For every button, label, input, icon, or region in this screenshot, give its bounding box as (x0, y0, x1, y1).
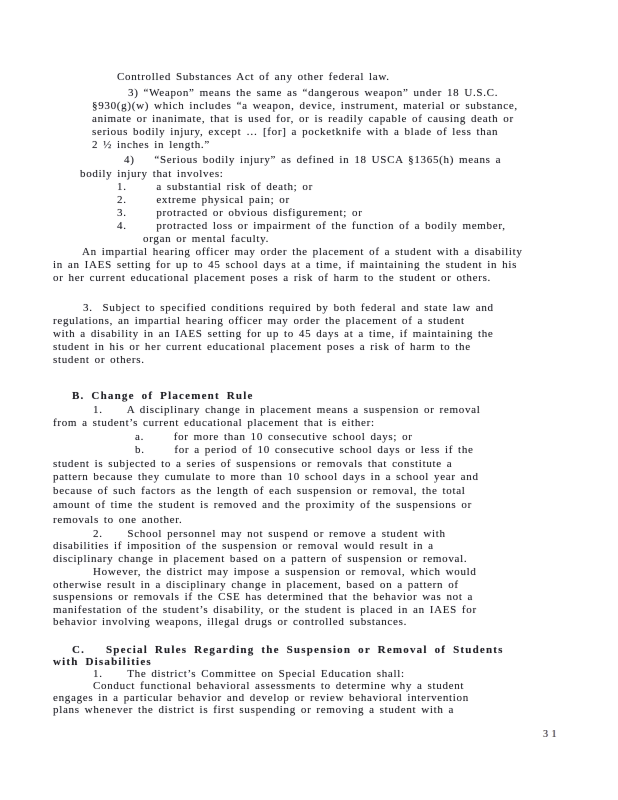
text-line: 3) “Weapon” means the same as “dangerous weapon” under 18 U.S.C. (128, 87, 499, 99)
text-line: B. Change of Placement Rule (72, 390, 254, 402)
text-line: student or others. (53, 354, 145, 366)
text-line: a. for more than 10 consecutive school days; or (135, 431, 413, 443)
text-line: 1. The district’s Committee on Special Education shall: (93, 668, 405, 680)
text-line: removals to one another. (53, 514, 183, 526)
text-line: student is subjected to a series of suspensions or removals that constitute a (53, 458, 453, 470)
text-line: However, the district may impose a suspension or removal, which would (93, 566, 477, 578)
text-line: 4. protracted loss or impairment of the function of a bodily member, (117, 220, 506, 232)
text-line: otherwise result in a disciplinary change in placement, based on a pattern of (53, 579, 459, 591)
text-line: serious bodily injury, except … [for] a pocketknife with a blade of less than (92, 126, 499, 138)
text-line: manifestation of the student’s disability, or the student is placed in an IAES for (53, 604, 477, 616)
text-line: student in his or her current educational placement poses a risk of harm to the (53, 341, 471, 353)
text-line: with Disabilities (53, 656, 152, 668)
text-line: b. for a period of 10 consecutive school days or less if the (135, 444, 474, 456)
text-line: disabilities if imposition of the suspension or removal would result in a (53, 540, 434, 552)
text-line: plans whenever the district is first suspending or removing a student with a (53, 704, 455, 716)
text-line: pattern because they cumulate to more than 10 school days in a school year and (53, 471, 479, 483)
text-line: §930(g)(w) which includes “a weapon, device, instrument, material or substance, (92, 100, 518, 112)
text-line: 4) “Serious bodily injury” as defined in 18 USCA §1365(h) means a (124, 154, 502, 166)
text-line: suspensions or removals if the CSE has determined that the behavior was not a (53, 591, 474, 603)
text-line: amount of time the student is removed and the proximity of the suspensions or (53, 499, 472, 511)
text-line: with a disability in an IAES setting for up to 45 days at a time, if maintaining the (53, 328, 494, 340)
text-line: behavior involving weapons, illegal drugs or controlled substances. (53, 616, 408, 628)
text-line: 1. a substantial risk of death; or (117, 181, 313, 193)
text-line: C. Special Rules Regarding the Suspension or Removal of Students (72, 644, 504, 656)
text-line: bodily injury that involves: (80, 168, 224, 180)
text-line: Conduct functional behavioral assessments to determine why a student (93, 680, 465, 692)
text-line: organ or mental faculty. (143, 233, 270, 245)
page-number: 31 (543, 729, 560, 740)
text-line: 2. extreme physical pain; or (117, 194, 290, 206)
text-line: or her current educational placement poses a risk of harm to the student or others. (53, 272, 492, 284)
text-line: because of such factors as the length of each suspension or removal, the total (53, 485, 466, 497)
text-line: Controlled Substances Act of any other federal law. (117, 71, 390, 83)
text-line: in an IAES setting for up to 45 school days at a time, if maintaining the student in his (53, 259, 518, 271)
text-line: engages in a particular behavior and develop or review behavioral intervention (53, 692, 469, 704)
text-line: from a student’s current educational placement that is either: (53, 417, 375, 429)
text-line: 3. Subject to specified conditions required by both federal and state law and (83, 302, 494, 314)
text-line: 2. School personnel may not suspend or remove a student with (93, 528, 446, 540)
text-line: An impartial hearing officer may order the placement of a student with a disability (82, 246, 523, 258)
text-line: regulations, an impartial hearing officer may order the placement of a student (53, 315, 465, 327)
text-line: 1. A disciplinary change in placement means a suspension or removal (93, 404, 481, 416)
text-line: 3. protracted or obvious disfigurement; or (117, 207, 363, 219)
text-line: 2 ½ inches in length.” (92, 139, 210, 151)
text-line: animate or inanimate, that is used for, or is readily capable of causing death or (92, 113, 514, 125)
text-line: disciplinary change in placement based on a pattern of suspension or removal. (53, 553, 468, 565)
